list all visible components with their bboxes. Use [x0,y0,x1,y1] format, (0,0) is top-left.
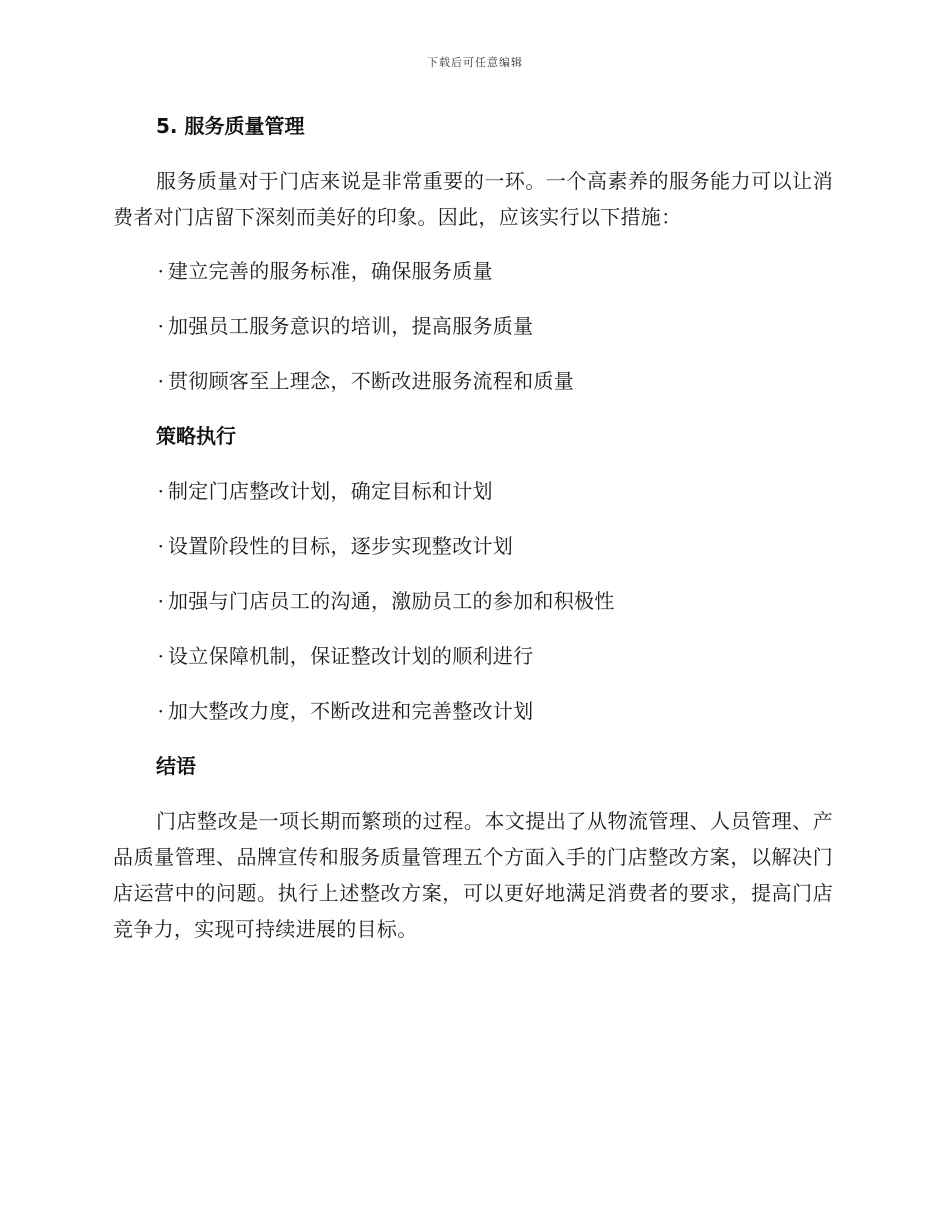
bullet-dot: · [157,699,165,723]
bullet-item [113,308,833,344]
bullet-text: 加强员工服务意识的培训，提高服务质量 [168,314,534,338]
bullet-text: 加大整改力度，不断改进和完善整改计划 [168,699,534,723]
section-heading-service-quality: 5. 服务质量管理 [156,114,305,138]
bullet-text: 设立保障机制，保证整改计划的顺利进行 [168,644,534,668]
bullet-dot: · [157,369,165,393]
section-paragraph-conclusion: 门店整改是一项长期而繁琐的过程。本文提出了从物流管理、人员管理、产品质量管理、品牌宣传和服务质量管理五个方面入手的门店整改方案，以解决门店运营中的问题。执行上述整改方案，可以更好地满足消费者的要求，提高门店竞争力，实现可持续进展的目标。 [113,809,833,941]
bullet-text: 贯彻顾客至上理念，不断改进服务流程和质量 [168,369,574,393]
section-paragraph-service-quality: 服务质量对于门店来说是非常重要的一环。一个高素养的服务能力可以让消费者对门店留下深刻而美好的印象。因此，应该实行以下措施： [113,169,833,229]
bullet-text: 加强与门店员工的沟通，激励员工的参加和积极性 [168,589,615,613]
bullet-item [113,583,833,619]
bullet-item [113,473,833,509]
bullet-dot: · [157,534,165,558]
bullet-text: 制定门店整改计划，确定目标和计划 [168,479,493,503]
section-heading-conclusion: 结语 [156,754,196,778]
bullet-dot: · [157,314,165,338]
bullet-item [113,638,833,674]
bullet-dot: · [157,259,165,283]
section-heading-strategy-execution: 策略执行 [156,424,236,448]
bullet-item [113,693,833,729]
header-note: 下载后可任意编辑 [427,56,523,69]
bullet-text: 建立完善的服务标准，确保服务质量 [168,259,493,283]
bullet-dot: · [157,644,165,668]
bullet-dot: · [157,479,165,503]
bullet-item [113,528,833,564]
document-body [113,108,833,965]
bullet-text: 设置阶段性的目标，逐步实现整改计划 [168,534,514,558]
bullet-dot: · [157,589,165,613]
bullet-item [113,363,833,399]
bullet-item [113,253,833,289]
